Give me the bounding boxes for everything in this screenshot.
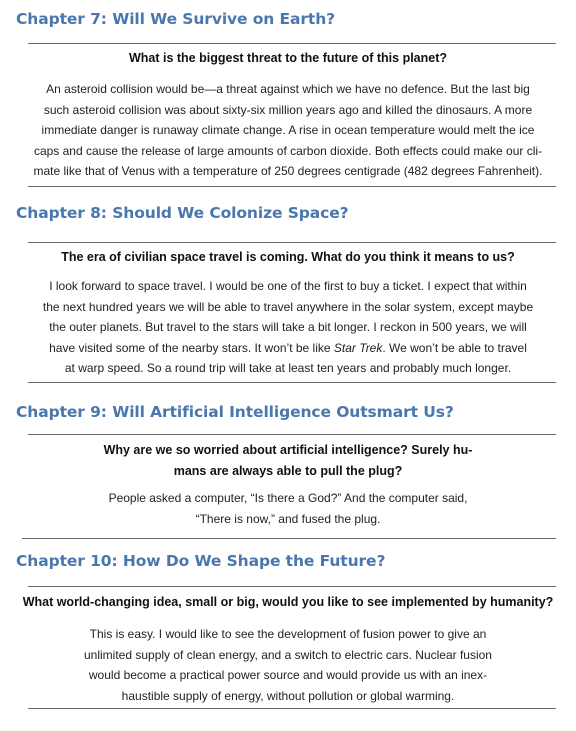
chapter-9-question-line-1: Why are we so worried about artificial intelligence? Surely hu- bbox=[103, 443, 473, 457]
chapter-8-answer-line-3: the outer planets. But travel to the stars will take a bit longer. I reckon in 500 years, we will bbox=[49, 320, 527, 334]
chapter-8-answer-line-5: at warp speed. So a round trip will take at least ten years and probably much longer. bbox=[64, 361, 512, 375]
chapter-10-question-line-1: What world-changing idea, small or big, would you like to see implemented by humanity? bbox=[22, 595, 554, 609]
chapter-10-question bbox=[0, 592, 576, 613]
chapter-8-answer-line-2: the next hundred years we will be able to travel anywhere in the solar system, except maybe bbox=[42, 299, 534, 314]
chapter-8-bottom-rule bbox=[28, 382, 556, 383]
chapter-9-answer-line-2: “There is now,” and fused the plug. bbox=[195, 511, 381, 526]
chapter-10-top-rule bbox=[28, 586, 556, 587]
chapter-10-answer-line-3: would become a practical power source and would provide us with an inex- bbox=[88, 668, 488, 682]
chapter-7-title: Chapter 7: Will We Survive on Earth? bbox=[16, 10, 336, 28]
chapter-8-answer bbox=[20, 276, 556, 379]
star-trek-title: Star Trek bbox=[333, 340, 383, 355]
chapter-10-answer-line-2: unlimited supply of clean energy, and a switch to electric cars. Nuclear fusion bbox=[84, 647, 492, 662]
chapter-7-answer-line-1: An asteroid collision would be—a threat against which we have no defence. But the last big bbox=[46, 82, 530, 96]
chapter-10-bottom-rule bbox=[28, 708, 556, 709]
chapter-8-top-rule bbox=[28, 242, 556, 243]
chapter-9-bottom-rule bbox=[22, 538, 556, 539]
chapter-8-answer-line-1: I look forward to space travel. I would be one of the first to buy a ticket. I expect that within bbox=[49, 279, 527, 293]
chapter-10-answer-line-4: haustible supply of energy, without pollution or global warming. bbox=[121, 688, 455, 703]
chapter-9-question-line-2: mans are always able to pull the plug? bbox=[173, 464, 403, 478]
chapter-7-answer-line-4: caps and cause the release of large amounts of carbon dioxide. Both effects could make our cli- bbox=[33, 143, 543, 158]
chapter-8-question-line-1: The era of civilian space travel is coming. What do you think it means to us? bbox=[61, 250, 515, 264]
chapter-8-answer-line-4-before: have visited some of the nearby stars. It won’t be like bbox=[49, 340, 334, 355]
chapter-9-title: Chapter 9: Will Artificial Intelligence Outsmart Us? bbox=[16, 403, 454, 421]
chapter-7-answer-line-2: such asteroid collision was about sixty-six million years ago and killed the dinosaurs. A more bbox=[43, 102, 533, 117]
chapter-7-question-line-1: What is the biggest threat to the future of this planet? bbox=[128, 51, 448, 65]
chapter-7-top-rule bbox=[28, 43, 556, 44]
chapter-9-answer bbox=[20, 488, 556, 529]
chapter-8-title: Chapter 8: Should We Colonize Space? bbox=[16, 204, 349, 222]
chapter-8-answer-line-4-after: . We won’t be able to travel bbox=[382, 340, 527, 355]
chapter-10-title: Chapter 10: How Do We Shape the Future? bbox=[16, 552, 386, 570]
chapter-7-answer bbox=[20, 79, 556, 182]
chapter-7-question bbox=[0, 48, 576, 69]
chapter-7-bottom-rule bbox=[28, 186, 556, 187]
chapter-9-top-rule bbox=[28, 434, 556, 435]
chapter-9-answer-line-1: People asked a computer, “Is there a God?” And the computer said, bbox=[108, 491, 468, 505]
chapter-10-answer-line-1: This is easy. I would like to see the development of fusion power to give an bbox=[89, 627, 487, 641]
chapter-7-answer-line-3: immediate danger is runaway climate change. A rise in ocean temperature would melt the ice bbox=[41, 123, 535, 137]
chapter-8-question bbox=[0, 247, 576, 268]
chapter-10-answer bbox=[20, 624, 556, 706]
chapter-9-question bbox=[0, 440, 576, 482]
chapter-8-answer-line-4 bbox=[20, 338, 556, 359]
chapter-7-answer-line-5: mate like that of Venus with a temperature of 250 degrees centigrade (482 degrees Fahrenheit). bbox=[33, 164, 543, 178]
